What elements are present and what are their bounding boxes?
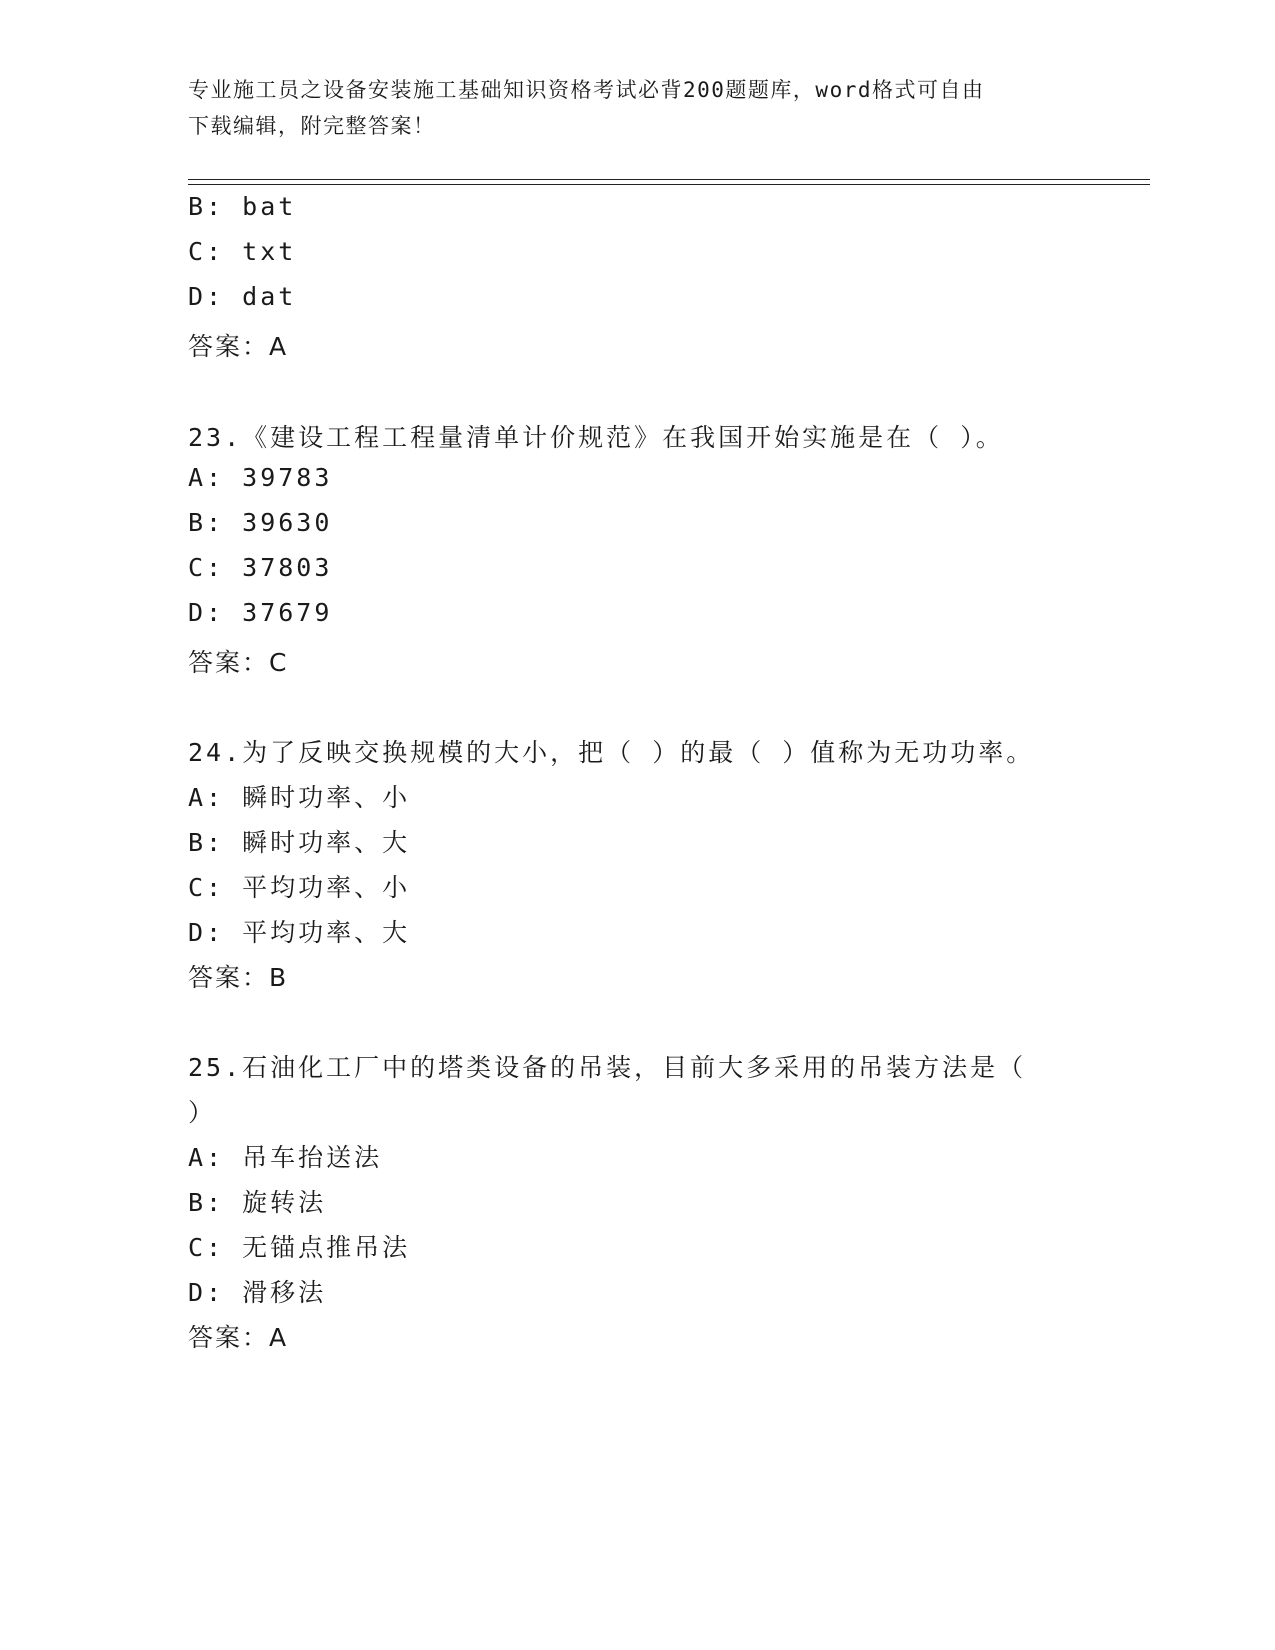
option-b: B: 39630 bbox=[188, 508, 333, 537]
question-stem-continued: ） bbox=[188, 1098, 217, 1127]
question-stem: 25.石油化工厂中的塔类设备的吊装，目前大多采用的吊装方法是（ bbox=[188, 1053, 1027, 1082]
option-b: B: bat bbox=[188, 192, 297, 221]
answer: 答案：C bbox=[188, 648, 289, 677]
option-d: D: 平均功率、大 bbox=[188, 918, 411, 947]
option-b: B: 旋转法 bbox=[188, 1188, 327, 1217]
answer: 答案：A bbox=[188, 332, 289, 361]
question-stem: 24.为了反映交换规模的大小，把（ ）的最（ ）值称为无功功率。 bbox=[188, 738, 1035, 767]
option-a: A: 瞬时功率、小 bbox=[188, 783, 411, 812]
header-divider-bottom bbox=[188, 184, 1150, 185]
option-c: C: 37803 bbox=[188, 553, 333, 582]
option-d: D: dat bbox=[188, 282, 297, 311]
option-a: A: 39783 bbox=[188, 463, 333, 492]
document-header bbox=[188, 72, 1068, 144]
answer: 答案：A bbox=[188, 1323, 289, 1352]
option-c: C: 平均功率、小 bbox=[188, 873, 411, 902]
option-c: C: txt bbox=[188, 237, 297, 266]
option-d: D: 37679 bbox=[188, 598, 333, 627]
option-b: B: 瞬时功率、大 bbox=[188, 828, 411, 857]
header-line-1: 专业施工员之设备安装施工基础知识资格考试必背200题题库，word格式可自由 bbox=[188, 78, 985, 102]
answer: 答案：B bbox=[188, 963, 289, 992]
option-a: A: 吊车抬送法 bbox=[188, 1143, 383, 1172]
question-stem: 23.《建设工程工程量清单计价规范》在我国开始实施是在（ ）。 bbox=[188, 423, 1004, 452]
header-line-2: 下载编辑，附完整答案！ bbox=[188, 114, 436, 138]
option-d: D: 滑移法 bbox=[188, 1278, 327, 1307]
header-divider-top bbox=[188, 179, 1150, 180]
option-c: C: 无锚点推吊法 bbox=[188, 1233, 411, 1262]
